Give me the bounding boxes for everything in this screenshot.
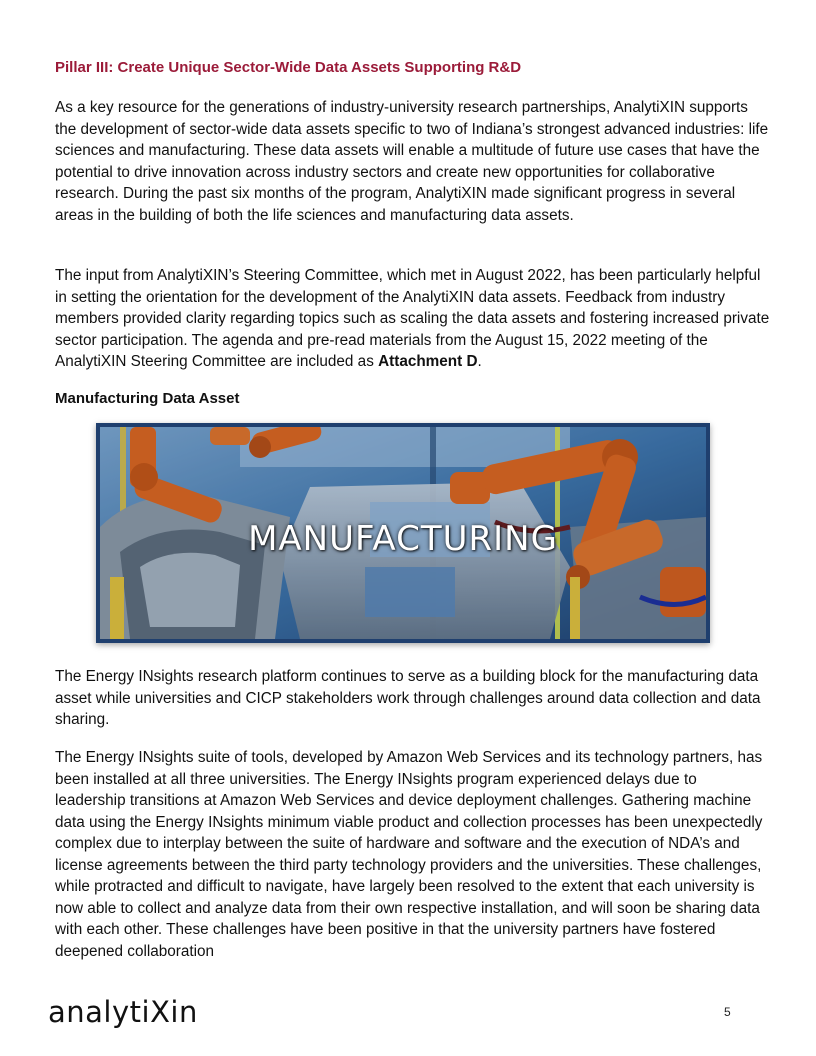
paragraph-steering-text: The input from AnalytiXIN’s Steering Committee, which met in August 2022, has been particularly helpful in setting the orientation for the development of the AnalytiXIN data assets. Feedback from industry members provided clarity regarding topics such as scaling the data assets and fostering increased private sector participation. The agenda and pre-read materials from the August 15, 2022 meeting of the AnalytiXIN Steering Committee are included as	[55, 267, 770, 370]
pillar-heading: Pillar III: Create Unique Sector-Wide Data Assets Supporting R&D	[55, 59, 522, 76]
paragraph-energy-tools: The Energy INsights suite of tools, developed by Amazon Web Services and its technology partners, has been installed at all three universities. The Energy INsights program experienced delays due to leadership transitions at Amazon Web Services and device deployment challenges. Gathering machine data using the Energy INsights minimum viable product and collection processes has been unexpectedly complex due to interplay between the suite of hardware and software and the execution of NDA’s and license agreements between the third party technology providers and the universities. These challenges, while protracted and difficult to navigate, have largely been resolved to the extent that each university is now able to collect and analyze data from their own respective installation, and will soon be sharing data with each other. These challenges have been positive in that the university partners have fostered deepened collaboration	[55, 749, 763, 960]
banner-title: MANUFACTURING	[248, 519, 558, 559]
attachment-d-reference: Attachment D	[378, 353, 478, 370]
manufacturing-heading: Manufacturing Data Asset	[55, 390, 240, 407]
paragraph-energy-platform: The Energy INsights research platform continues to serve as a building block for the manufacturing data asset while universities and CICP stakeholders work through challenges around data collection and data sharing.	[55, 668, 761, 728]
logo-text: analytiXin	[48, 995, 198, 1029]
paragraph-intro: As a key resource for the generations of industry-university research partnerships, AnalytiXIN supports the development of sector-wide data assets specific to two of Indiana’s strongest advanced industries: life sciences and manufacturing. These data assets will enable a multitude of future use cases that have the potential to drive innovation across industry sectors and create new opportunities for collaborative research. During the past six months of the program, AnalytiXIN made significant progress in several areas in the building of both the life sciences and manufacturing data assets.	[55, 99, 769, 224]
page-number: 5	[724, 1005, 731, 1019]
manufacturing-banner-image	[96, 423, 710, 643]
analytixin-logo	[48, 995, 213, 1031]
paragraph-steering-end: .	[477, 353, 482, 370]
paragraph-steering-committee	[55, 265, 770, 373]
